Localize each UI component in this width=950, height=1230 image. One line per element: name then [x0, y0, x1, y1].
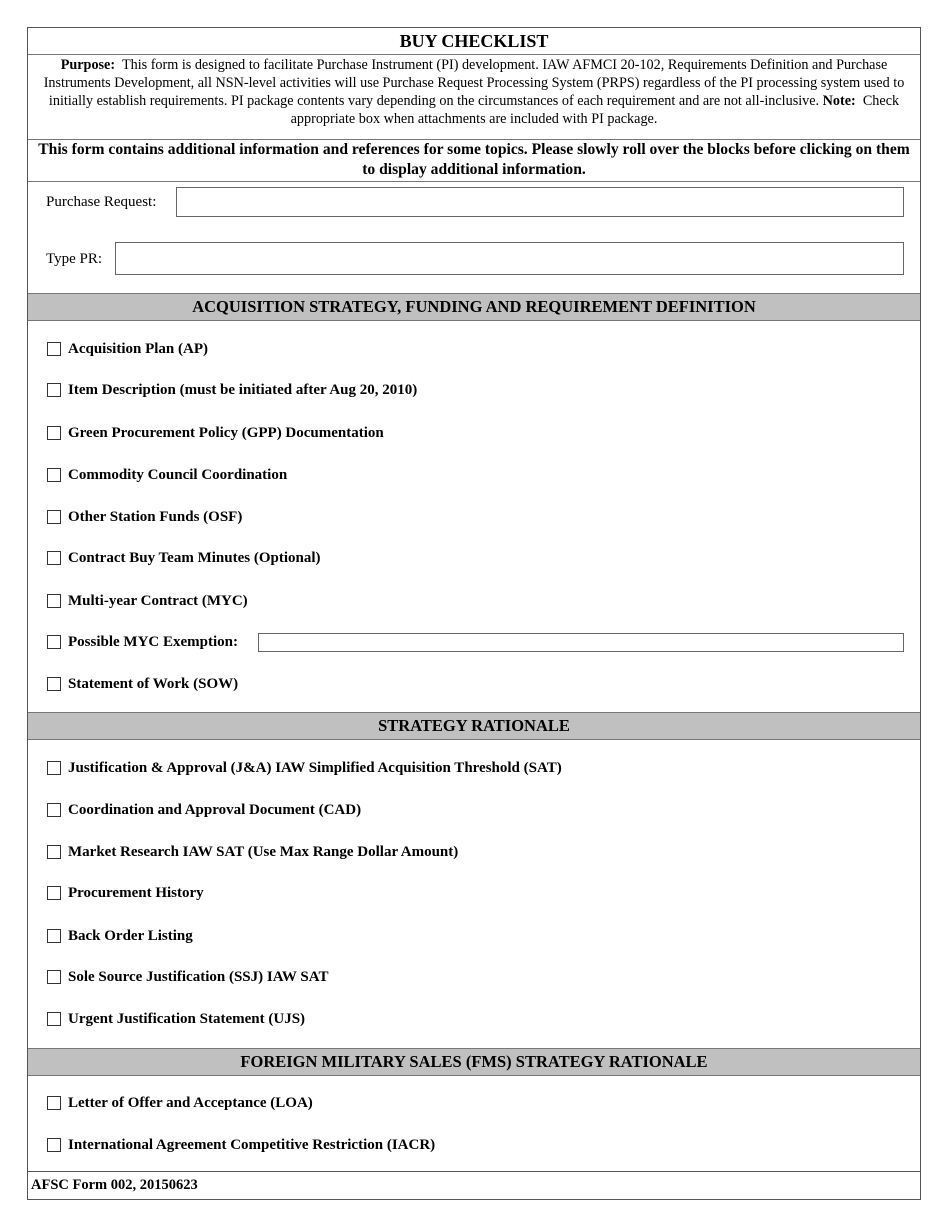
checkbox[interactable] [47, 761, 61, 775]
note-label: Note: [822, 93, 856, 109]
item-label: Acquisition Plan (AP) [68, 340, 209, 357]
item-label: Sole Source Justification (SSJ) IAW SAT [68, 968, 329, 985]
checkbox[interactable] [47, 677, 61, 691]
item-label: Commodity Council Coordination [68, 466, 288, 483]
item-label: Possible MYC Exemption: [68, 633, 238, 650]
checklist-item-procurement-history[interactable] [47, 883, 204, 903]
item-label: Market Research IAW SAT (Use Max Range Dollar Amount) [68, 843, 459, 860]
checklist-item-market-research[interactable] [47, 842, 458, 862]
myc-exemption-input[interactable] [258, 633, 904, 652]
checklist-item-urgent-justification[interactable] [47, 1009, 305, 1029]
section-header-strategy-rationale: STRATEGY RATIONALE [28, 712, 920, 740]
checkbox[interactable] [47, 342, 61, 356]
checklist-item-other-station-funds[interactable] [47, 507, 242, 527]
checkbox[interactable] [47, 845, 61, 859]
purpose-label: Purpose: [60, 57, 116, 73]
checklist-item-gpp-documentation[interactable] [47, 423, 384, 443]
checklist-item-loa[interactable] [47, 1093, 313, 1113]
item-label: Multi-year Contract (MYC) [68, 592, 248, 609]
checkbox[interactable] [47, 886, 61, 900]
item-label: International Agreement Competitive Restriction (IACR) [68, 1136, 436, 1153]
checklist-item-acquisition-plan[interactable] [47, 339, 208, 359]
item-label: Green Procurement Policy (GPP) Documentation [68, 424, 384, 441]
checkbox[interactable] [47, 426, 61, 440]
type-pr-input[interactable] [115, 242, 904, 275]
item-label: Statement of Work (SOW) [68, 675, 239, 692]
form-title: BUY CHECKLIST [28, 28, 920, 55]
checklist-item-multi-year-contract[interactable] [47, 591, 248, 611]
divider [28, 181, 920, 182]
item-label: Coordination and Approval Document (CAD) [68, 801, 362, 818]
item-label: Back Order Listing [68, 927, 193, 944]
checklist-item-sole-source-justification[interactable] [47, 967, 328, 987]
checklist-item-iacr[interactable] [47, 1135, 435, 1155]
checkbox[interactable] [47, 594, 61, 608]
item-label: Letter of Offer and Acceptance (LOA) [68, 1094, 313, 1111]
item-label: Item Description (must be initiated after Aug 20, 2010) [68, 381, 418, 398]
item-label: Other Station Funds (OSF) [68, 508, 243, 525]
checkbox[interactable] [47, 635, 61, 649]
checklist-item-back-order-listing[interactable] [47, 926, 193, 946]
form-footer: AFSC Form 002, 20150623 [28, 1171, 920, 1199]
checklist-item-justification-approval[interactable] [47, 758, 562, 778]
checklist-item-buy-team-minutes[interactable] [47, 548, 321, 568]
checkbox[interactable] [47, 803, 61, 817]
checklist-item-myc-exemption[interactable] [47, 632, 238, 652]
checkbox[interactable] [47, 1138, 61, 1152]
checklist-item-item-description[interactable] [47, 380, 417, 400]
rollover-notice: This form contains additional information and references for some topics. Please slowly roll over the blocks before clicking on them to display additional information. [38, 141, 910, 178]
purchase-request-input[interactable] [176, 187, 904, 217]
checkbox[interactable] [47, 468, 61, 482]
section-header-fms: FOREIGN MILITARY SALES (FMS) STRATEGY RATIONALE [28, 1048, 920, 1076]
checkbox[interactable] [47, 970, 61, 984]
checkbox[interactable] [47, 1012, 61, 1026]
checklist-item-cad[interactable] [47, 800, 361, 820]
purpose-paragraph [32, 56, 916, 128]
item-label: Urgent Justification Statement (UJS) [68, 1010, 306, 1027]
checkbox[interactable] [47, 929, 61, 943]
item-label: Justification & Approval (J&A) IAW Simplified Acquisition Threshold (SAT) [68, 759, 562, 776]
checkbox[interactable] [47, 383, 61, 397]
checkbox[interactable] [47, 1096, 61, 1110]
purchase-request-label: Purchase Request: [46, 194, 157, 210]
checkbox[interactable] [47, 551, 61, 565]
item-label: Contract Buy Team Minutes (Optional) [68, 549, 321, 566]
checklist-item-statement-of-work[interactable] [47, 674, 238, 694]
section-header-acquisition: ACQUISITION STRATEGY, FUNDING AND REQUIREMENT DEFINITION [28, 293, 920, 321]
note-text: Check appropriate box when attachments are included with PI package. [290, 93, 900, 127]
item-label: Procurement History [68, 884, 204, 901]
buy-checklist-form [27, 27, 921, 1200]
checkbox[interactable] [47, 510, 61, 524]
purpose-text: This form is designed to facilitate Purchase Instrument (PI) development. IAW AFMCI 20-102, Requirements Definition and Purchase Instruments Development, all NSN-level activities will use Purchase Request Processing System (PRPS) regardless of the PI processing system used to initially establish requirements. PI package contents vary depending on the circumstances of each requirement and are not all-inclusive. [43, 57, 905, 109]
type-pr-label: Type PR: [46, 251, 103, 267]
checklist-item-commodity-council[interactable] [47, 465, 287, 485]
